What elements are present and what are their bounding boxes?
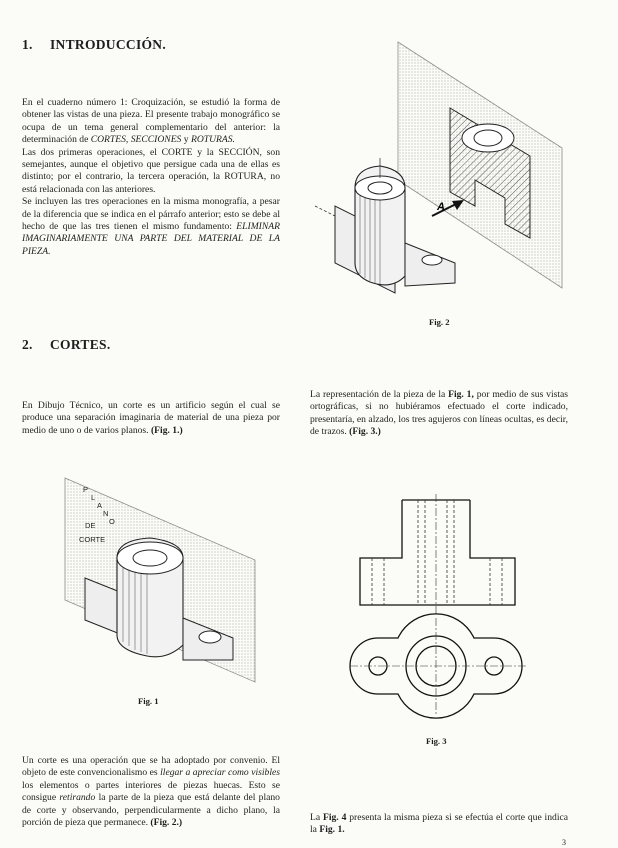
section-heading-intro <box>22 37 166 53</box>
page-number: 3 <box>562 838 566 847</box>
figure-3-caption: Fig. 3 <box>426 736 447 746</box>
svg-text:A: A <box>97 501 103 510</box>
right-paragraph-1: La representación de la pieza de la Fig. 1, por medio de sus vistas ortográficas, si no hubiéramos efectuado el corte indicado, presentaría, en alzado, los tres agujeros con líneas ocultas, es decir, de trazos. (Fig. 3.) <box>310 389 568 438</box>
cortes-text-1 <box>22 400 280 437</box>
section-title: INTRODUCCIÓN. <box>50 37 167 52</box>
figure-3-drawing <box>340 490 540 725</box>
right-text-2 <box>310 812 568 837</box>
right-text-1 <box>310 389 568 439</box>
svg-text:O: O <box>109 517 115 526</box>
figure-2-caption: Fig. 2 <box>429 317 450 327</box>
figure-2-drawing <box>300 38 600 320</box>
section-heading-cortes <box>22 337 111 353</box>
intro-text <box>22 97 280 258</box>
right-paragraph-2: La Fig. 4 presenta la misma pieza si se efectúa el corte que indica la Fig. 1. <box>310 812 568 836</box>
intro-paragraph-2: Las dos primeras operaciones, el CORTE y la SECCIÓN, son semejantes, aunque el objetivo que persigue cada una de ellas es distinto; por el contrario, la tercera operación, la ROTURA, no está relacionada con las anteriores. <box>22 146 280 195</box>
figure-1-drawing <box>55 470 280 685</box>
svg-text:L: L <box>91 493 96 502</box>
section-title: CORTES. <box>50 337 111 352</box>
intro-paragraph-1: En el cuaderno número 1: Croquización, se estudió la forma de obtener las vistas de una pieza. El presente trabajo monográfico se ocupa de un tema general complementario del anterior: la determinación de CORTES, SECCIONES y ROTURAS. <box>22 97 280 146</box>
cortes-text-2 <box>22 755 280 829</box>
svg-text:DE: DE <box>85 521 96 530</box>
cortes-paragraph-1: En Dibujo Técnico, un corte es un artificio según el cual se produce una separación imaginaria de material de una pieza por medio de uno o de varios planos. (Fig. 1.) <box>22 400 280 436</box>
cortes-paragraph-2: Un corte es una operación que se ha adoptado por convenio. El objeto de este convencionalismo es llegar a apreciar como visibles los elementos o partes interiores de piezas huecas. Esto se consigue retirando la parte de la pieza que está delante del plano de corte y observando, perpendicularmente a dicho plano, la porción de pieza que permanece. (Fig. 2.) <box>22 755 280 829</box>
section-number: 1. <box>22 37 33 52</box>
intro-paragraph-3: Se incluyen las tres operaciones en la misma monografía, a pesar de la diferencia que se indica en el párrafo anterior; esto se debe al hecho de que las tres tienen el mismo fundamento: ELIMINAR IMAGINARIAMENTE UNA PARTE DEL MATERIAL DE LA PIEZA. <box>22 196 280 257</box>
arrow-label: A <box>437 201 445 213</box>
figure-1-caption: Fig. 1 <box>138 696 159 706</box>
section-number: 2. <box>22 337 33 352</box>
svg-text:N: N <box>103 509 109 518</box>
svg-text:CORTE: CORTE <box>79 535 106 544</box>
svg-text:P: P <box>83 485 89 494</box>
